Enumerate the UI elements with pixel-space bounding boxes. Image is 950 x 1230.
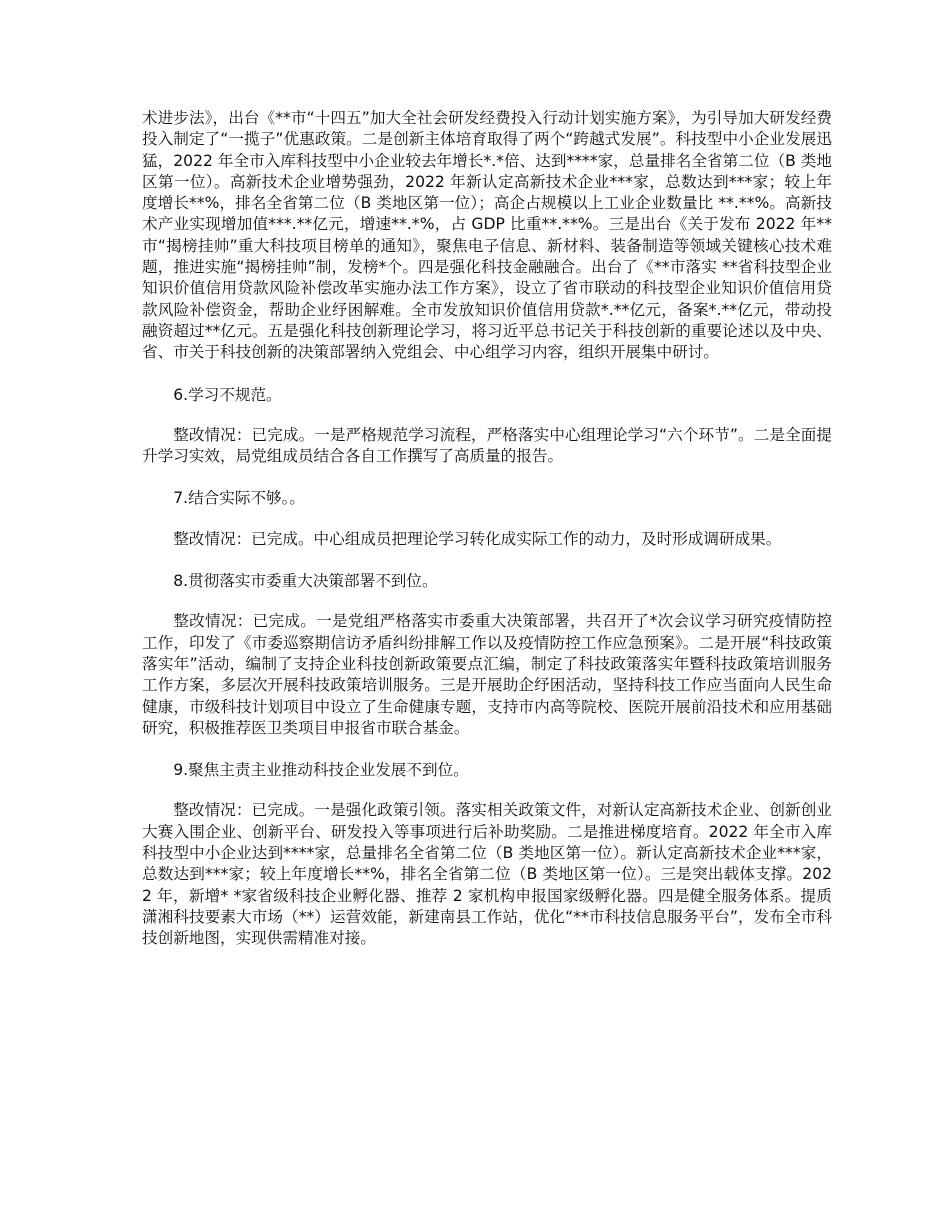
issue-9-heading: 9.聚焦主责主业推动科技企业发展不到位。 (173, 761, 469, 780)
issue-7-rectification: 整改情况：已完成。中心组成员把理论学习转化成实际工作的动力，及时形成调研成果。 (173, 529, 782, 548)
issue-7-heading: 7.结合实际不够。。 (173, 489, 306, 508)
issue-8-heading: 8.贯彻落实市委重大决策部署不到位。 (173, 572, 438, 591)
issue-8-rectification: 整改情况：已完成。一是党组严格落实市委重大决策部署，共召开了*次会议学习研究疫情防控工作，印发了《市委巡察期信访矛盾纠纷排解工作以及疫情防控工作应急预案》。二是开展“科技政策落实年”活动，编制了支持企业科技创新政策要点汇编，制定了科技政策落实年暨科技政策培训服务工作方案，多层次开展科技政策培训服务。三是开展助企纾困活动，坚持科技工作应当面向人民生命健康，市级科技计划项目中设立了生命健康专题，支持市内高等院校、医院开展前沿技术和应用基础研究，积极推荐医卫类项目申报省市联合基金。 (142, 612, 832, 737)
issue-9-rectification: 整改情况：已完成。一是强化政策引领。落实相关政策文件，对新认定高新技术企业、创新创业大赛入围企业、创新平台、研发投入等事项进行后补助奖励。二是推进梯度培育。2022 年全市入库科技型中小企业达到****家，总量排名全省第二位（B 类地区第一位）。新认定高新技术企业***家，总数达到***家；较上年度增长**%，排名全省第二位（B 类地区第一位）。三是突出载体支撑。2022 年，新增* *家省级科技企业孵化器、推荐 2 家机构申报国家级孵化器。四是健全服务体系。提质潇湘科技要素大市场（**）运营效能，新建南县工作站，优化“**市科技信息服务平台”，发布全市科技创新地图，实现供需精准对接。 (142, 801, 832, 948)
paragraph-policy-summary: 术进步法》，出台《**市“十四五”加大全社会研发经费投入行动计划实施方案》，为引导加大研发经费投入制定了“一揽子”优惠政策。二是创新主体培育取得了两个“跨越式发展”。科技型中小企业发展迅猛，2022 年全市入库科技型中小企业较去年增长*.*倍、达到****家，总量排名全省第二位（B 类地区第一位）。高新技术企业增势强劲，2022 年新认定高新技术企业***家，总数达到***家；较上年度增长**%，排名全省第二位（B 类地区第一位）；高企占规模以上工业企业数量比 **.**%。高新技术产业实现增加值***.**亿元，增速**.*%，占 GDP 比重**.**%。三是出台《关于发布 2022 年**市“揭榜挂帅”重大科技项目榜单的通知》，聚焦电子信息、新材料、装备制造等领域关键核心技术难题，推进实施“揭榜挂帅”制，发榜*个。四是强化科技金融融合。出台了《**市落实 **省科技型企业知识价值信用贷款风险补偿改革实施办法工作方案》，设立了省市联动的科技型企业知识价值信用贷款风险补偿资金，帮助企业纾困解难。全市发放知识价值信用贷款*.**亿元，备案*.**亿元，带动投融资超过**亿元。五是强化科技创新理论学习，将习近平总书记关于科技创新的重要论述以及中央、省、市关于科技创新的决策部署纳入党组会、中心组学习内容，组织开展集中研讨。 (142, 109, 832, 362)
issue-6-rectification: 整改情况：已完成。一是严格规范学习流程，严格落实中心组理论学习“六个环节”。二是全面提升学习实效，局党组成员结合各自工作撰写了高质量的报告。 (142, 425, 832, 466)
document-page (142, 108, 832, 950)
issue-6-heading: 6.学习不规范。 (173, 385, 282, 404)
